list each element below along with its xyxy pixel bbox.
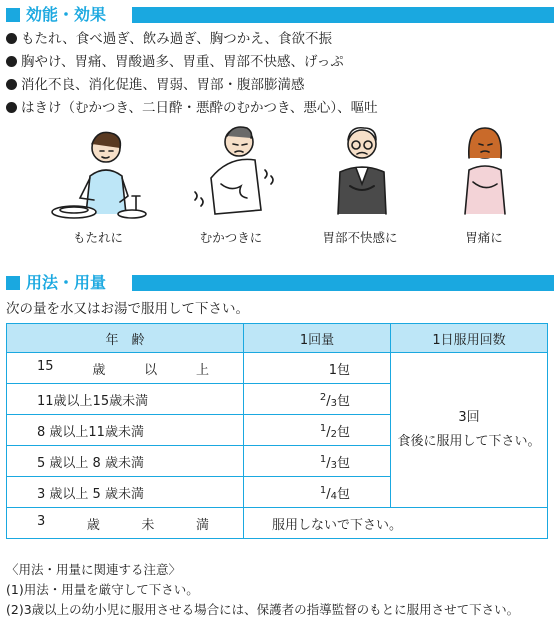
dose-unit: 包 [336,393,350,409]
age-part: 上 [195,362,209,378]
heavy-stomach-illustration-icon [48,118,148,226]
figure-stomach-discomfort [300,118,420,246]
figure-caption: もたれに [72,230,123,245]
daily-count-cell [391,353,548,508]
fraction-denominator: 4 [330,490,337,502]
fraction-denominator: 2 [330,428,337,440]
bullet-icon [6,102,17,113]
dose-unit: 包 [336,424,350,440]
daily-count: 3回 [458,410,480,425]
age-part: 15 [37,358,54,374]
dose-unit: 包 [336,486,350,502]
stomach-ache-illustration-icon [439,118,529,226]
figure-heavy-stomach [38,118,158,246]
fraction-numerator: 1 [319,453,327,465]
age-cell: 3 歳以上 5 歳未満 [7,477,244,508]
fraction-denominator: 3 [330,397,337,409]
age-cell [7,508,244,539]
effects-item-text: もたれ、食べ過ぎ、飲み過ぎ、胸つかえ、食欲不振 [21,31,333,47]
nausea-illustration-icon [181,118,281,226]
section-square-icon [6,276,20,290]
effects-item-text: 胸やけ、胃痛、胃酸過多、胃重、胃部不快感、げっぷ [21,54,344,70]
effects-section-header [6,4,554,26]
usage-notes [6,560,519,620]
age-part: 満 [195,517,209,533]
effects-list [6,28,378,120]
figure-nausea [176,118,286,246]
table-row [7,508,548,539]
fraction-numerator: 2 [319,391,327,403]
dosage-table [6,323,548,539]
header-daily: 1日服用回数 [391,324,548,353]
table-row [7,353,548,384]
dose-unit: 包 [336,455,350,471]
section-bar [132,7,554,23]
usage-section-header [6,272,554,294]
no-use-cell: 服用しないで下さい。 [244,508,548,539]
bullet-icon [6,79,17,90]
bullet-icon [6,33,17,44]
notes-title: 〈用法・用量に関連する注意〉 [6,562,182,577]
stomach-discomfort-illustration-icon [310,118,410,226]
dose-cell: $^1$/3包 [244,446,391,477]
effects-item [6,74,378,97]
effects-title: 効能・効果 [26,5,107,24]
figure-caption: 胃痛に [465,230,503,245]
effects-item-text: 消化不良、消化促進、胃弱、胃部・腹部膨満感 [21,77,305,93]
bullet-icon [6,56,17,67]
age-part: 歳 [86,517,100,533]
effects-item [6,28,378,51]
note-item: (1)用法・用量を厳守して下さい。 [6,582,199,597]
age-cell: 8 歳以上11歳未満 [7,415,244,446]
age-cell [7,353,244,384]
age-part: 以 [144,362,158,378]
age-cell: 11歳以上15歳未満 [7,384,244,415]
dose-cell: $^1$/4包 [244,477,391,508]
figure-caption: むかつきに [199,230,263,245]
fraction-denominator: 3 [330,459,337,471]
age-part: 3 [37,513,46,529]
symptom-figures [0,118,560,258]
usage-title: 用法・用量 [26,273,107,292]
dose-cell: 1包 [244,353,391,384]
daily-note: 食後に服用して下さい。 [397,434,541,449]
effects-item [6,97,378,120]
figure-caption: 胃部不快感に [322,230,398,245]
age-part: 未 [141,517,155,533]
age-part: 歳 [92,362,106,378]
note-item: (2)3歳以上の幼小児に服用させる場合には、保護者の指導監督のもとに服用させて下さい。 [6,602,520,617]
dose-cell: $^1$/2包 [244,415,391,446]
usage-intro: 次の量を水又はお湯で服用して下さい。 [6,301,249,317]
section-bar [132,275,554,291]
age-cell: 5 歳以上 8 歳未満 [7,446,244,477]
effects-item [6,51,378,74]
section-square-icon [6,8,20,22]
table-header-row [7,324,548,353]
header-age: 年 齢 [7,324,244,353]
dose-cell: $^2$/3包 [244,384,391,415]
header-dose: 1回量 [244,324,391,353]
figure-stomach-ache [434,118,534,246]
fraction-numerator: 1 [319,484,327,496]
fraction-numerator: 1 [319,422,327,434]
effects-item-text: はきけ（むかつき、二日酔・悪酔のむかつき、悪心）、嘔吐 [21,100,378,116]
